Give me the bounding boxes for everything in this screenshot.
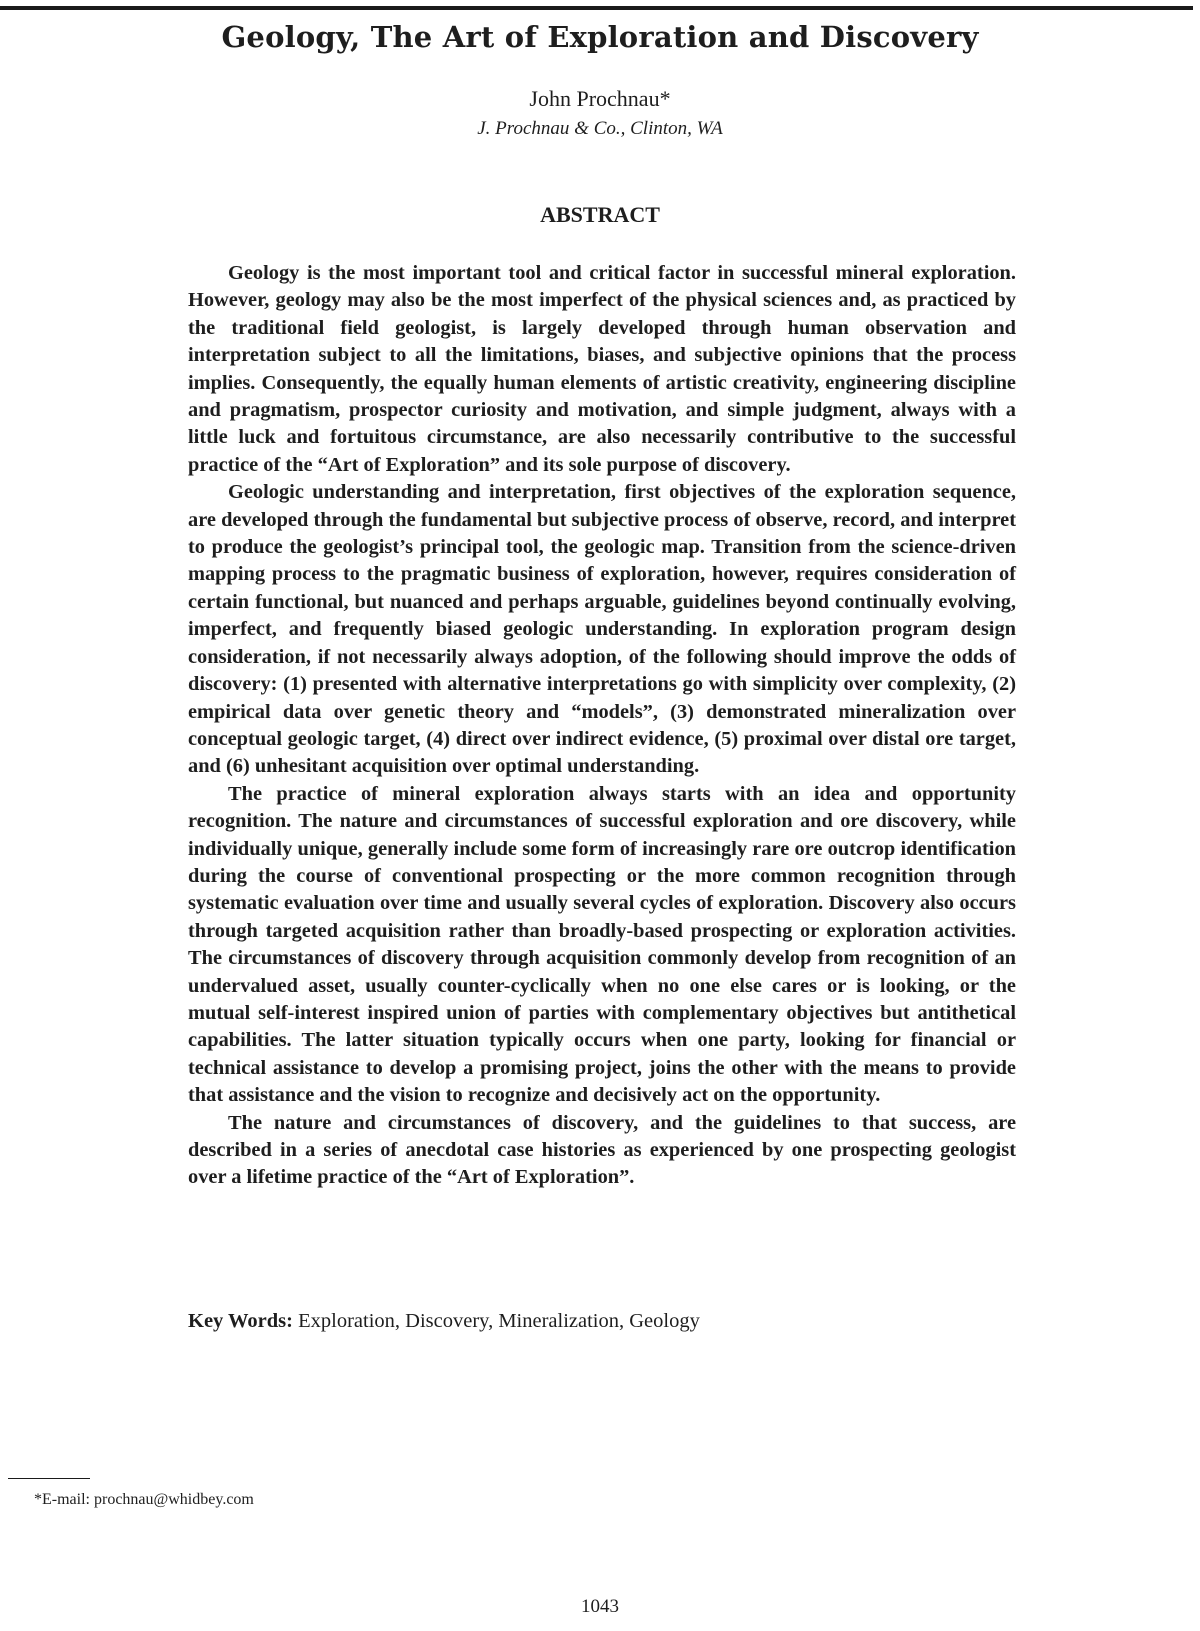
footnote-rule	[8, 1478, 90, 1479]
abstract-paragraph-4: The nature and circumstances of discovery, and the guidelines to that success, are described in a series of anecdotal case histories as experienced by one prospecting geologist over a lifetime practice of the “Art of Exploration”.	[188, 1111, 1016, 1189]
keywords-line	[188, 1310, 700, 1333]
author-name: John Prochnau*	[529, 86, 671, 111]
paper-title: Geology, The Art of Exploration and Discovery	[221, 20, 979, 54]
abstract-paragraph-1: Geology is the most important tool and critical factor in successful mineral exploration. However, geology may also be the most imperfect of the physical sciences and, as practiced by the traditional field geologist, is largely developed through human observation and interpretation subject to all the limitations, biases, and subjective opinions that the process implies. Consequently, the equally human elements of artistic creativity, engineering discipline and pragmatism, prospector curiosity and motivation, and simple judgment, always with a little luck and fortuitous circumstance, are also necessarily contributive to the successful practice of the “Art of Exploration” and its sole purpose of discovery.	[188, 262, 1016, 476]
top-rule	[0, 6, 1193, 10]
abstract-body	[188, 260, 1016, 1192]
author-affiliation: J. Prochnau & Co., Clinton, WA	[477, 118, 723, 139]
abstract-paragraph-3: The practice of mineral exploration always starts with an idea and opportunity recognition. The nature and circumstances of successful exploration and ore discovery, while individually unique, generally include some form of increasingly rare ore outcrop identification during the course of conventional prospecting or the more common recognition through systematic evaluation over time and usually several cycles of exploration. Discovery also occurs through targeted acquisition rather than broadly-based prospecting or exploration activities. The circumstances of discovery through acquisition commonly develop from recognition of an undervalued asset, usually counter-cyclically when no one else cares or is looking, or the mutual self-interest inspired union of parties with complementary objectives but antithetical capabilities. The latter situation typically occurs when one party, looking for financial or technical assistance to develop a promising project, joins the other with the means to provide that assistance and the vision to recognize and decisively act on the opportunity.	[188, 782, 1016, 1107]
keywords-label: Key Words:	[188, 1310, 293, 1332]
abstract-paragraph-2: Geologic understanding and interpretation, first objectives of the exploration sequence, are developed through the fundamental but subjective process of observe, record, and interpret to produce the geologist’s principal tool, the geologic map. Transition from the science-driven mapping process to the pragmatic business of exploration, however, requires consideration of certain functional, but nuanced and perhaps arguable, guidelines beyond continually evolving, imperfect, and frequently biased geologic understanding. In exploration program design consideration, if not necessarily always adoption, of the following should improve the odds of discovery: (1) presented with alternative interpretations go with simplicity over complexity, (2) empirical data over genetic theory and “models”, (3) demonstrated mineralization over conceptual geologic target, (4) direct over indirect evidence, (5) proximal over distal ore target, and (6) unhesitant acquisition over optimal understanding.	[188, 481, 1016, 778]
abstract-heading: ABSTRACT	[540, 202, 660, 227]
keywords-list: Exploration, Discovery, Mineralization, Geology	[292, 1310, 700, 1332]
footnote-email: *E-mail: prochnau@whidbey.com	[34, 1491, 254, 1508]
page-number: 1043	[581, 1596, 619, 1617]
